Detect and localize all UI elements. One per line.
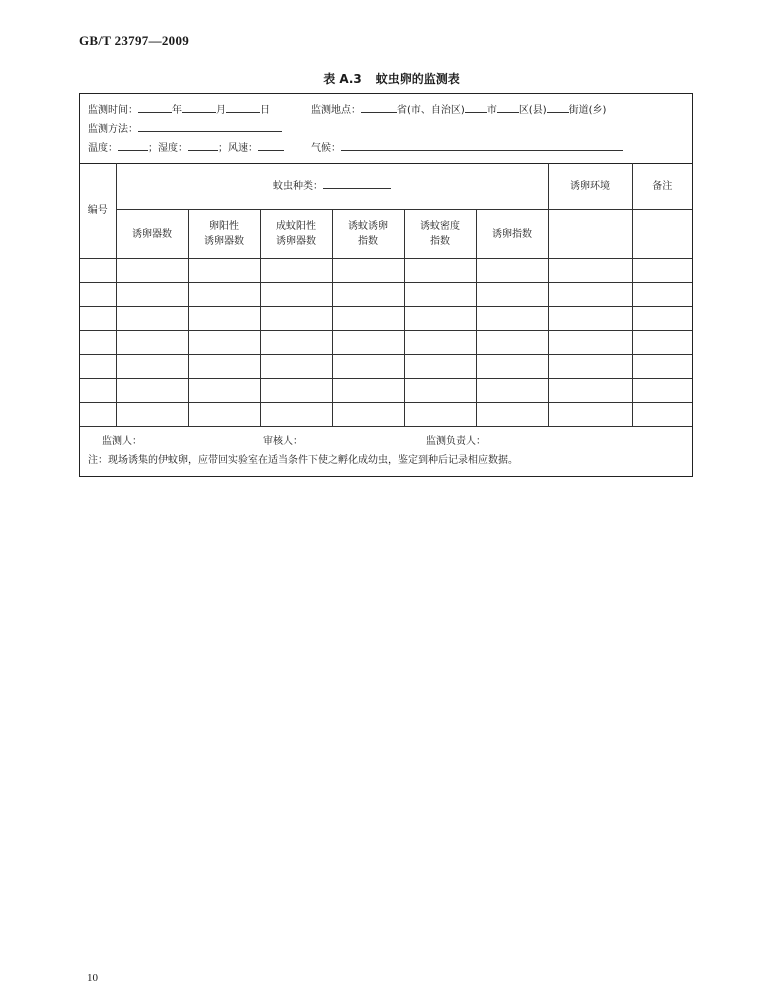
day-label: 日 <box>260 105 270 116</box>
footnote <box>88 454 518 468</box>
table-cell[interactable] <box>476 403 548 427</box>
table-cell[interactable] <box>332 403 404 427</box>
monitoring-table <box>80 163 692 427</box>
wind-blank[interactable] <box>258 140 284 151</box>
env-cell-blank <box>548 210 632 259</box>
table-cell[interactable] <box>404 283 476 307</box>
table-title-text: 蚊虫卵的监测表 <box>375 72 460 86</box>
table-cell[interactable] <box>80 355 116 379</box>
weather-line <box>311 140 623 156</box>
table-cell[interactable] <box>332 379 404 403</box>
province-label: 省(市、自治区) <box>397 105 465 116</box>
table-cell[interactable] <box>632 283 692 307</box>
table-row <box>80 283 692 307</box>
table-cell[interactable] <box>80 259 116 283</box>
table-cell[interactable] <box>476 379 548 403</box>
table-cell[interactable] <box>404 355 476 379</box>
form-header-section <box>80 94 692 164</box>
province-blank[interactable] <box>361 102 397 113</box>
table-cell[interactable] <box>548 283 632 307</box>
table-cell[interactable] <box>476 331 548 355</box>
table-cell[interactable] <box>116 403 188 427</box>
table-row <box>80 259 692 283</box>
page-number: 10 <box>87 972 98 984</box>
reviewer-label: 审核人： <box>263 436 303 447</box>
table-cell[interactable] <box>260 331 332 355</box>
time-line <box>88 102 270 118</box>
location-line <box>311 102 606 118</box>
sub-header-egg-positive-traps: 卵阳性 诱卵器数 <box>188 210 260 259</box>
table-row <box>80 307 692 331</box>
humidity-label: ；湿度： <box>148 143 188 154</box>
table-cell[interactable] <box>404 403 476 427</box>
table-cell[interactable] <box>632 331 692 355</box>
table-cell[interactable] <box>476 355 548 379</box>
table-cell[interactable] <box>332 307 404 331</box>
sub-header-adult-positive-traps: 成蚊阳性 诱卵器数 <box>260 210 332 259</box>
table-cell[interactable] <box>80 379 116 403</box>
table-cell[interactable] <box>188 379 260 403</box>
table-row <box>80 355 692 379</box>
table-cell[interactable] <box>548 259 632 283</box>
table-cell[interactable] <box>80 331 116 355</box>
table-cell[interactable] <box>116 355 188 379</box>
table-title <box>0 70 783 87</box>
table-cell[interactable] <box>404 259 476 283</box>
conditions-line <box>88 140 284 156</box>
supervisor-field <box>426 435 486 449</box>
species-blank[interactable] <box>323 178 391 189</box>
data-rows <box>80 259 692 427</box>
table-cell[interactable] <box>548 379 632 403</box>
street-blank[interactable] <box>547 102 569 113</box>
table-cell[interactable] <box>260 307 332 331</box>
table-cell[interactable] <box>632 259 692 283</box>
reviewer-field <box>263 435 303 449</box>
table-cell[interactable] <box>548 355 632 379</box>
monitoring-form <box>79 93 693 477</box>
table-cell[interactable] <box>632 307 692 331</box>
form-footer-section <box>80 431 692 476</box>
table-cell[interactable] <box>404 331 476 355</box>
time-label: 监测时间： <box>88 105 138 116</box>
table-row <box>80 403 692 427</box>
table-cell[interactable] <box>188 355 260 379</box>
city-blank[interactable] <box>465 102 487 113</box>
city-label: 市 <box>486 105 497 116</box>
species-header <box>116 163 548 210</box>
table-cell[interactable] <box>116 307 188 331</box>
table-cell[interactable] <box>632 403 692 427</box>
table-cell[interactable] <box>80 403 116 427</box>
year-blank[interactable] <box>138 102 172 113</box>
table-cell[interactable] <box>188 403 260 427</box>
table-cell[interactable] <box>188 331 260 355</box>
env-header: 诱卵环境 <box>548 163 632 210</box>
table-cell[interactable] <box>548 331 632 355</box>
notes-header: 备注 <box>632 163 692 210</box>
header-row-1 <box>80 163 692 210</box>
table-cell[interactable] <box>476 283 548 307</box>
table-cell[interactable] <box>260 355 332 379</box>
table-cell[interactable] <box>332 355 404 379</box>
table-row <box>80 379 692 403</box>
table-cell[interactable] <box>548 307 632 331</box>
table-cell[interactable] <box>404 379 476 403</box>
table-cell[interactable] <box>80 283 116 307</box>
method-label: 监测方法： <box>88 124 138 135</box>
table-cell[interactable] <box>632 379 692 403</box>
weather-label: 气候： <box>311 143 341 154</box>
table-row <box>80 331 692 355</box>
table-cell[interactable] <box>116 379 188 403</box>
table-number: 表 A.3 <box>323 72 362 86</box>
table-cell[interactable] <box>332 283 404 307</box>
table-cell[interactable] <box>260 403 332 427</box>
day-blank[interactable] <box>226 102 260 113</box>
sub-header-ovitrap-index: 诱卵指数 <box>476 210 548 259</box>
table-cell[interactable] <box>548 403 632 427</box>
table-cell[interactable] <box>332 259 404 283</box>
table-cell[interactable] <box>80 307 116 331</box>
header-row-2 <box>80 210 692 259</box>
month-blank[interactable] <box>182 102 216 113</box>
footnote-text: 注：现场诱集的伊蚊卵，应带回实验室在适当条件下使之孵化成幼虫，鉴定到种后记录相应数据。 <box>88 455 518 466</box>
method-blank[interactable] <box>138 121 282 132</box>
table-cell[interactable] <box>116 283 188 307</box>
table-cell[interactable] <box>404 307 476 331</box>
table-cell[interactable] <box>260 259 332 283</box>
location-label: 监测地点： <box>311 105 361 116</box>
table-cell[interactable] <box>476 307 548 331</box>
weather-blank[interactable] <box>341 140 623 151</box>
year-label: 年 <box>172 105 182 116</box>
wind-label: ；风速： <box>218 143 258 154</box>
table-cell[interactable] <box>476 259 548 283</box>
temperature-label: 温度： <box>88 143 118 154</box>
standard-code: GB/T 23797—2009 <box>79 33 190 48</box>
district-blank[interactable] <box>497 102 519 113</box>
table-cell[interactable] <box>188 307 260 331</box>
humidity-blank[interactable] <box>188 140 218 151</box>
table-cell[interactable] <box>632 355 692 379</box>
table-cell[interactable] <box>188 283 260 307</box>
supervisor-label: 监测负责人： <box>426 436 486 447</box>
monitor-field <box>102 435 142 449</box>
month-label: 月 <box>216 105 226 116</box>
table-cell[interactable] <box>188 259 260 283</box>
sub-header-trap-count: 诱卵器数 <box>116 210 188 259</box>
table-cell[interactable] <box>332 331 404 355</box>
temperature-blank[interactable] <box>118 140 148 151</box>
table-cell[interactable] <box>116 331 188 355</box>
sub-header-mosquito-density-index: 诱蚊密度 指数 <box>404 210 476 259</box>
species-label: 蚊虫种类： <box>273 181 324 192</box>
street-label: 街道(乡) <box>568 105 607 116</box>
notes-cell-blank <box>632 210 692 259</box>
sub-header-mosquito-ovitrap-index: 诱蚊诱卵 指数 <box>332 210 404 259</box>
monitor-label: 监测人： <box>102 436 142 447</box>
id-header: 编号 <box>80 163 116 259</box>
table-cell[interactable] <box>260 283 332 307</box>
table-cell[interactable] <box>116 259 188 283</box>
table-cell[interactable] <box>260 379 332 403</box>
district-label: 区(县) <box>518 105 547 116</box>
method-line <box>88 121 282 137</box>
